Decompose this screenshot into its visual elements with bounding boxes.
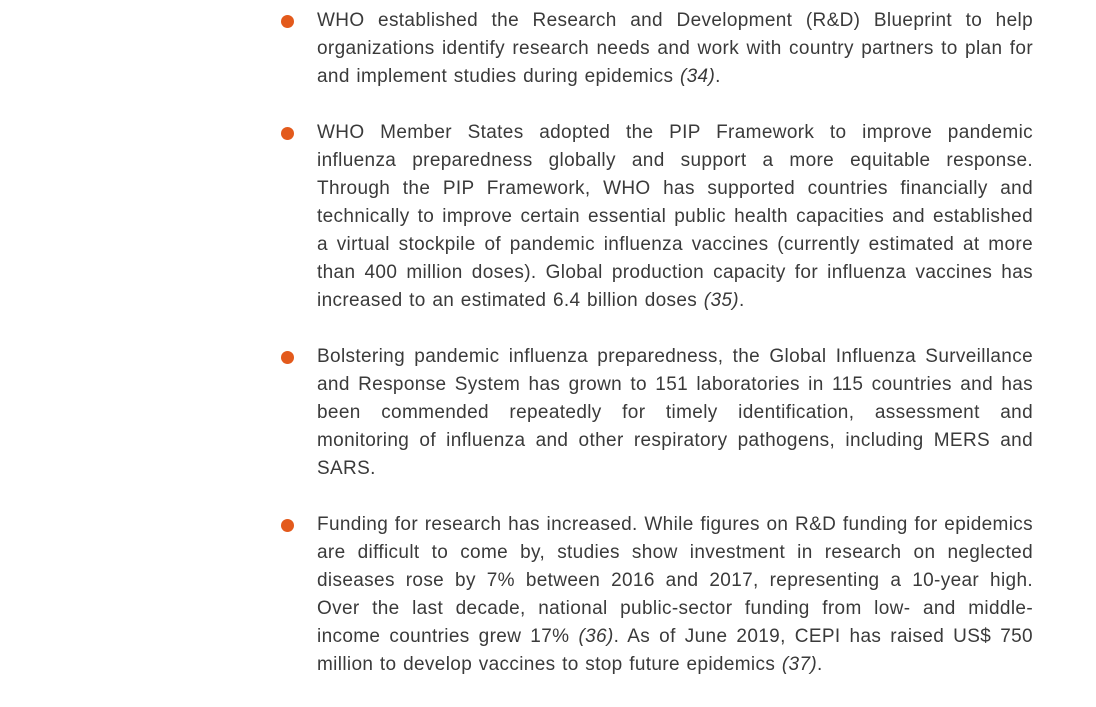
- bullet-dot-icon: [281, 519, 294, 532]
- text-segment: WHO established the Research and Development (R&D) Blueprint to help organizations identify research needs and work with country partners to plan for and implement studies during epidemics: [317, 10, 1033, 87]
- list-item: [280, 7, 1033, 91]
- reference-citation: (35): [703, 290, 739, 311]
- bullet-text: [317, 7, 1033, 91]
- bullet-dot-icon: [281, 15, 294, 28]
- text-segment: .: [715, 66, 721, 87]
- list-item: [280, 343, 1033, 483]
- text-segment: .: [817, 654, 823, 675]
- bullet-text: [317, 119, 1033, 315]
- bullet-dot-icon: [281, 351, 294, 364]
- bullet-text: [317, 511, 1033, 679]
- reference-citation: (37): [781, 654, 818, 675]
- text-segment: WHO Member States adopted the PIP Framework to improve pandemic influenza preparedness globally and support a more equitable response. Through the PIP Framework, WHO has supported countries financially and technically to improve certain essential public health capacities and established a virtual stockpile of pandemic influenza vaccines (currently estimated at more than 400 million doses). Global production capacity for influenza vaccines has increased to an estimated 6.4 billion doses: [317, 122, 1033, 311]
- list-item: [280, 511, 1033, 679]
- text-segment: Bolstering pandemic influenza preparedness, the Global Influenza Surveillance and Response System has grown to 151 laboratories in 115 countries and has been commended repeatedly for timely identification, assessment and monitoring of influenza and other respiratory pathogens, including MERS and SARS.: [317, 346, 1033, 479]
- bullet-text: [317, 343, 1033, 483]
- bullet-dot-icon: [281, 127, 294, 140]
- bullet-list: [280, 7, 1033, 707]
- list-item: [280, 119, 1033, 315]
- text-segment: . As of June 2019, CEPI has raised US$ 750 million to develop vaccines to stop future epidemics: [317, 626, 1033, 675]
- reference-citation: (34): [679, 66, 716, 87]
- text-segment: .: [739, 290, 745, 311]
- reference-citation: (36): [578, 626, 614, 647]
- text-segment: Funding for research has increased. While figures on R&D funding for epidemics are difficult to come by, studies show investment in research on neglected diseases rose by 7% between 2016 and 2017, representing a 10-year high. Over the last decade, national public-sector funding from low- and middle-income countries grew 17%: [317, 514, 1033, 647]
